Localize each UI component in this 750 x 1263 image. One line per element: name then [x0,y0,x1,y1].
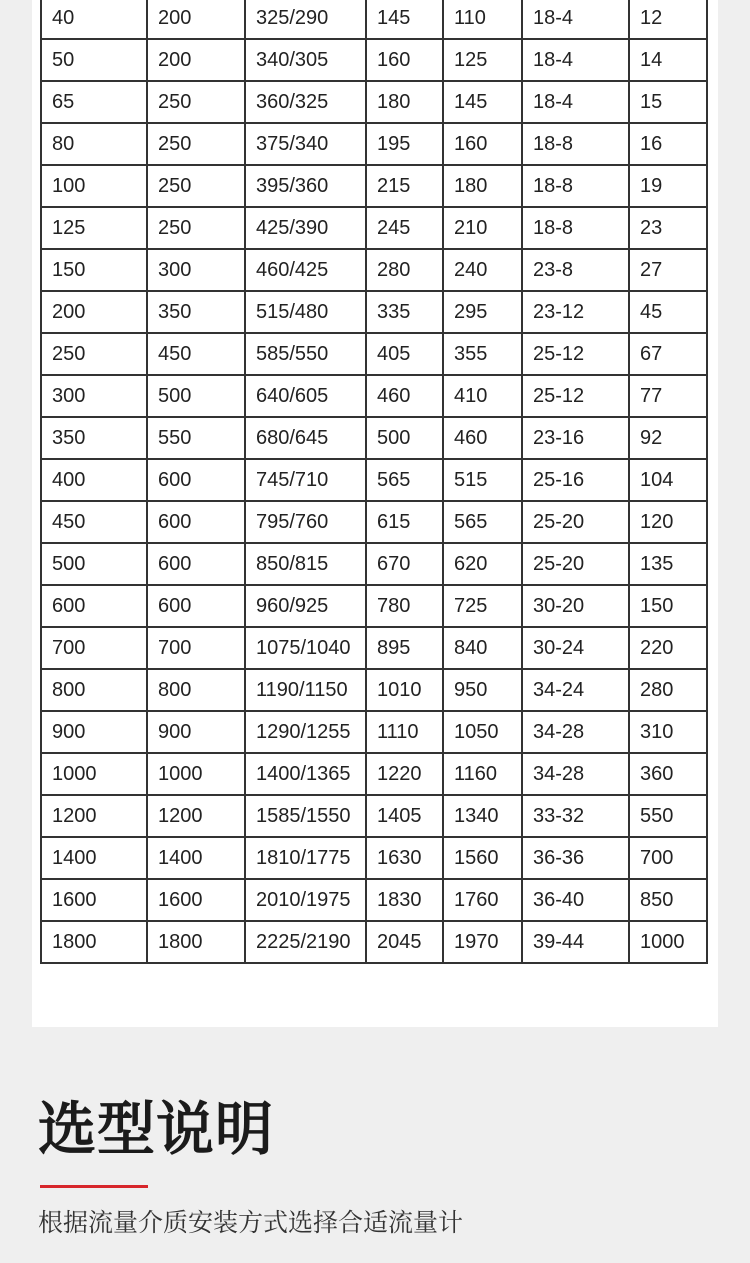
table-cell: 850/815 [245,543,366,585]
table-cell: 1010 [366,669,443,711]
spec-table-card [32,0,718,1027]
table-cell: 900 [147,711,245,753]
table-cell: 25-20 [522,501,629,543]
table-cell: 150 [41,249,147,291]
table-cell: 300 [147,249,245,291]
table-row [41,501,707,543]
table-row [41,795,707,837]
table-cell: 18-4 [522,39,629,81]
table-cell: 600 [147,459,245,501]
table-cell: 450 [147,333,245,375]
table-cell: 195 [366,123,443,165]
table-cell: 23-16 [522,417,629,459]
table-cell: 1200 [41,795,147,837]
table-cell: 250 [147,81,245,123]
table-row [41,585,707,627]
table-cell: 800 [41,669,147,711]
table-cell: 410 [443,375,522,417]
table-cell: 39-44 [522,921,629,963]
table-cell: 950 [443,669,522,711]
table-cell: 23 [629,207,707,249]
table-cell: 25-12 [522,375,629,417]
table-row [41,123,707,165]
table-cell: 23-12 [522,291,629,333]
table-cell: 425/390 [245,207,366,249]
table-cell: 500 [366,417,443,459]
table-cell: 92 [629,417,707,459]
table-cell: 18-8 [522,123,629,165]
table-cell: 210 [443,207,522,249]
table-cell: 515 [443,459,522,501]
table-cell: 25-20 [522,543,629,585]
table-cell: 180 [443,165,522,207]
table-cell: 460 [443,417,522,459]
table-cell: 400 [41,459,147,501]
table-cell: 12 [629,0,707,39]
table-cell: 360 [629,753,707,795]
table-row [41,669,707,711]
table-cell: 405 [366,333,443,375]
table-cell: 1600 [147,879,245,921]
table-cell: 700 [629,837,707,879]
table-cell: 33-32 [522,795,629,837]
table-row [41,879,707,921]
table-row [41,39,707,81]
table-cell: 1190/1150 [245,669,366,711]
table-cell: 800 [147,669,245,711]
table-cell: 200 [41,291,147,333]
table-cell: 280 [629,669,707,711]
table-cell: 1400 [147,837,245,879]
table-cell: 25-12 [522,333,629,375]
table-cell: 25-16 [522,459,629,501]
table-cell: 18-8 [522,165,629,207]
table-cell: 500 [147,375,245,417]
table-cell: 1560 [443,837,522,879]
table-cell: 1220 [366,753,443,795]
table-cell: 27 [629,249,707,291]
table-cell: 245 [366,207,443,249]
table-cell: 45 [629,291,707,333]
table-row [41,0,707,39]
table-cell: 1000 [147,753,245,795]
table-row [41,837,707,879]
table-cell: 250 [41,333,147,375]
table-cell: 1830 [366,879,443,921]
table-cell: 1600 [41,879,147,921]
table-cell: 600 [147,585,245,627]
table-cell: 1400/1365 [245,753,366,795]
table-cell: 34-28 [522,711,629,753]
table-cell: 65 [41,81,147,123]
table-cell: 615 [366,501,443,543]
table-cell: 1760 [443,879,522,921]
table-cell: 1800 [147,921,245,963]
table-cell: 30-24 [522,627,629,669]
table-cell: 600 [147,543,245,585]
table-cell: 250 [147,165,245,207]
table-row [41,333,707,375]
table-cell: 280 [366,249,443,291]
table-cell: 550 [629,795,707,837]
table-cell: 895 [366,627,443,669]
table-row [41,375,707,417]
table-cell: 460 [366,375,443,417]
title-accent-underline [40,1185,148,1188]
table-row [41,165,707,207]
table-cell: 19 [629,165,707,207]
table-cell: 340/305 [245,39,366,81]
table-cell: 1970 [443,921,522,963]
table-row [41,207,707,249]
table-row [41,417,707,459]
table-cell: 30-20 [522,585,629,627]
table-cell: 1110 [366,711,443,753]
table-cell: 900 [41,711,147,753]
table-cell: 960/925 [245,585,366,627]
table-cell: 15 [629,81,707,123]
table-row [41,291,707,333]
table-cell: 795/760 [245,501,366,543]
table-cell: 50 [41,39,147,81]
table-cell: 77 [629,375,707,417]
table-row [41,459,707,501]
table-cell: 104 [629,459,707,501]
table-cell: 2010/1975 [245,879,366,921]
table-cell: 565 [443,501,522,543]
table-cell: 135 [629,543,707,585]
table-cell: 640/605 [245,375,366,417]
table-cell: 100 [41,165,147,207]
table-cell: 150 [629,585,707,627]
table-row [41,81,707,123]
table-cell: 36-40 [522,879,629,921]
table-cell: 125 [443,39,522,81]
table-cell: 1075/1040 [245,627,366,669]
table-cell: 550 [147,417,245,459]
table-cell: 850 [629,879,707,921]
table-cell: 180 [366,81,443,123]
table-cell: 23-8 [522,249,629,291]
table-cell: 310 [629,711,707,753]
table-cell: 1290/1255 [245,711,366,753]
table-cell: 80 [41,123,147,165]
table-row [41,627,707,669]
table-cell: 34-28 [522,753,629,795]
table-cell: 725 [443,585,522,627]
table-cell: 200 [147,0,245,39]
table-cell: 295 [443,291,522,333]
table-cell: 1810/1775 [245,837,366,879]
table-cell: 110 [443,0,522,39]
table-cell: 125 [41,207,147,249]
table-cell: 18-8 [522,207,629,249]
table-cell: 36-36 [522,837,629,879]
table-cell: 335 [366,291,443,333]
table-cell: 67 [629,333,707,375]
table-cell: 360/325 [245,81,366,123]
table-cell: 1400 [41,837,147,879]
table-cell: 1630 [366,837,443,879]
table-cell: 215 [366,165,443,207]
table-row [41,753,707,795]
table-row [41,249,707,291]
table-cell: 700 [147,627,245,669]
table-cell: 18-4 [522,0,629,39]
table-cell: 350 [41,417,147,459]
table-cell: 1585/1550 [245,795,366,837]
table-cell: 120 [629,501,707,543]
table-cell: 220 [629,627,707,669]
table-cell: 700 [41,627,147,669]
table-cell: 680/645 [245,417,366,459]
table-cell: 460/425 [245,249,366,291]
table-cell: 160 [366,39,443,81]
table-cell: 325/290 [245,0,366,39]
table-cell: 16 [629,123,707,165]
table-cell: 600 [41,585,147,627]
table-cell: 200 [147,39,245,81]
table-cell: 2045 [366,921,443,963]
table-cell: 300 [41,375,147,417]
table-cell: 745/710 [245,459,366,501]
table-cell: 2225/2190 [245,921,366,963]
table-row [41,711,707,753]
section-description: 根据流量介质安装方式选择合适流量计 [38,1209,464,1237]
section-title: 选型说明 [38,1097,275,1162]
table-cell: 18-4 [522,81,629,123]
table-cell: 1800 [41,921,147,963]
table-cell: 1405 [366,795,443,837]
table-cell: 1340 [443,795,522,837]
table-cell: 40 [41,0,147,39]
table-cell: 585/550 [245,333,366,375]
table-cell: 565 [366,459,443,501]
table-cell: 395/360 [245,165,366,207]
table-row [41,921,707,963]
table-cell: 600 [147,501,245,543]
table-cell: 145 [366,0,443,39]
table-cell: 375/340 [245,123,366,165]
table-cell: 620 [443,543,522,585]
spec-table [40,0,708,964]
table-row [41,543,707,585]
table-cell: 1000 [629,921,707,963]
table-cell: 250 [147,123,245,165]
table-cell: 240 [443,249,522,291]
table-cell: 160 [443,123,522,165]
table-cell: 1200 [147,795,245,837]
table-cell: 1160 [443,753,522,795]
table-cell: 840 [443,627,522,669]
table-cell: 145 [443,81,522,123]
table-cell: 1050 [443,711,522,753]
table-cell: 450 [41,501,147,543]
table-cell: 515/480 [245,291,366,333]
table-cell: 14 [629,39,707,81]
table-cell: 670 [366,543,443,585]
table-cell: 350 [147,291,245,333]
table-cell: 250 [147,207,245,249]
table-cell: 500 [41,543,147,585]
table-cell: 1000 [41,753,147,795]
spec-table-body [41,0,707,963]
table-cell: 780 [366,585,443,627]
table-cell: 34-24 [522,669,629,711]
table-cell: 355 [443,333,522,375]
